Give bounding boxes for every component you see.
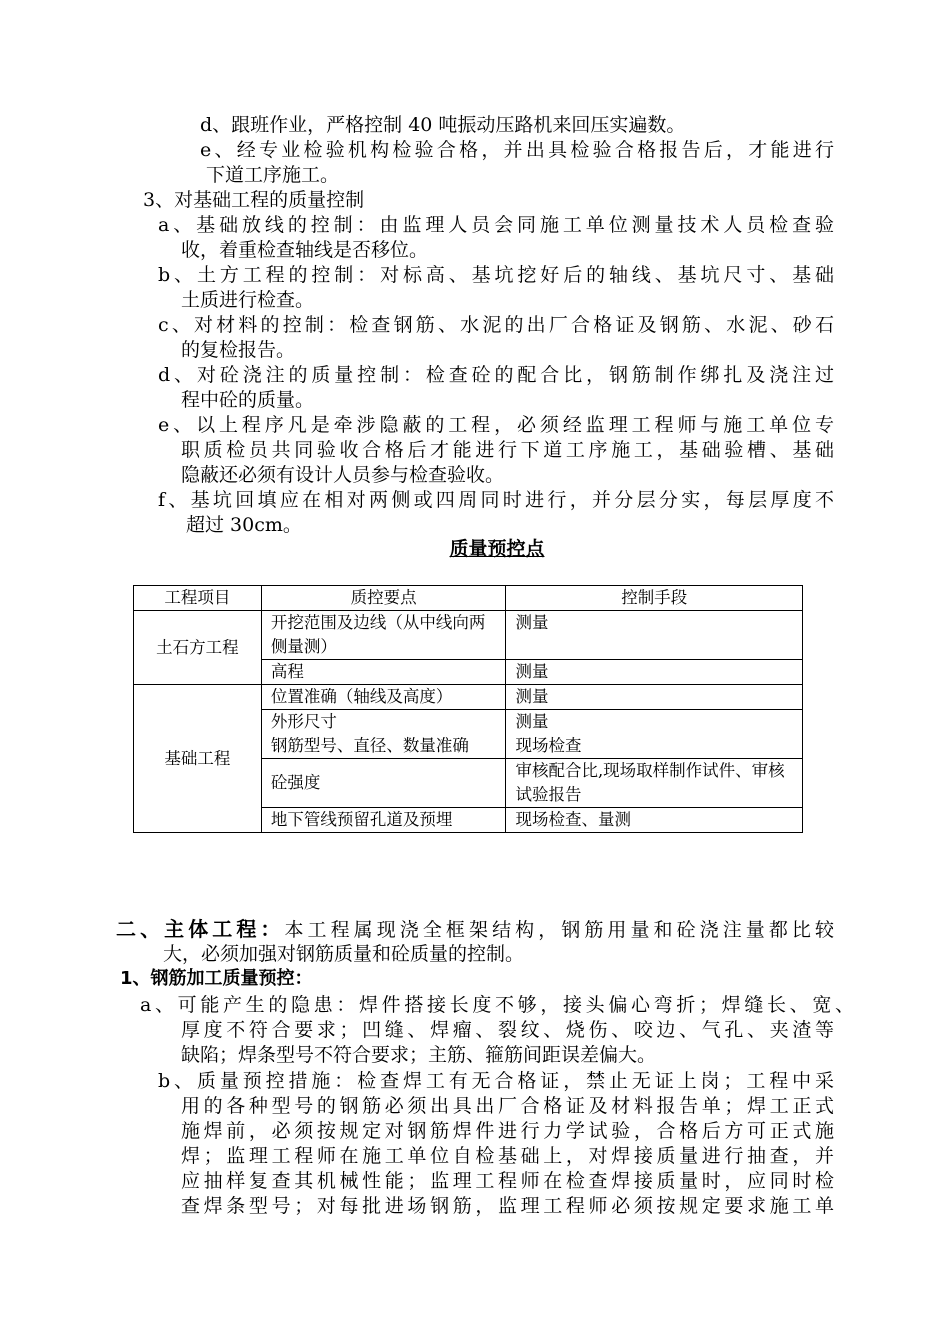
line-e2b: 职质检员共同验收合格后才能进行下道工序施工，基础验槽、基础 [181, 439, 834, 461]
line-a2: 收，着重检查轴线是否移位。 [181, 239, 429, 261]
section-2-heading: 二、主体工程： [116, 917, 285, 941]
line-a1: a、基础放线的控制：由监理人员会同施工单位测量技术人员检查验 [158, 214, 834, 236]
hazard-line-3: 缺陷；焊条型号不符合要求；主筋、箍筋间距误差偏大。 [181, 1044, 657, 1066]
line-c1: c、对材料的控制：检查钢筋、水泥的出厂合格证及钢筋、水泥、砂石 [158, 314, 834, 336]
header-means: 控制手段 [506, 586, 803, 611]
table-row [134, 685, 803, 710]
means-cell [506, 710, 803, 759]
line-d2a: d、对砼浇注的质量控制：检查砼的配合比，钢筋制作绑扎及浇注过 [158, 364, 834, 386]
line-f1: f、基坑回填应在相对两侧或四周同时进行，并分层分实，每层厚度不 [158, 489, 834, 511]
point-cell: 高程 [261, 660, 506, 685]
point-cell: 地下管线预留孔道及预埋 [261, 808, 506, 833]
line-e2c: 隐蔽还必须有设计人员参与检查验收。 [181, 464, 505, 486]
hazard-line-1: a、可能产生的隐患：焊件搭接长度不够，接头偏心弯折；焊缝长、宽、 [140, 994, 854, 1016]
measure-line-5: 应抽样复查其机械性能；监理工程师在检查焊接质量时，应同时检 [181, 1170, 834, 1192]
line-e1b: 下道工序施工。 [206, 164, 340, 186]
table-row [134, 611, 803, 660]
point-cell: 砼强度 [261, 759, 506, 808]
header-item: 工程项目 [134, 586, 262, 611]
line-b1: b、土方工程的控制：对标高、基坑挖好后的轴线、基坑尺寸、基础 [158, 264, 834, 286]
means-cell: 现场检查、量测 [506, 808, 803, 833]
section-2-text: 本工程属现浇全框架结构，钢筋用量和砼浇注量都比较 [284, 919, 834, 941]
means-cell: 测量 [506, 611, 803, 660]
hazard-line-2: 厚度不符合要求；凹缝、焊瘤、裂纹、烧伤、咬边、气孔、夹渣等 [181, 1019, 834, 1041]
means-cell: 审核配合比,现场取样制作试件、审核试验报告 [506, 759, 803, 808]
point-line: 外形尺寸 [270, 712, 337, 731]
line-e2a: e、以上程序凡是牵涉隐蔽的工程，必须经监理工程师与施工单位专 [158, 414, 834, 436]
point-line: 钢筋型号、直径、数量准确 [270, 736, 469, 755]
line-f2: 超过 30cm。 [186, 514, 302, 536]
line-b2: 土质进行检查。 [181, 289, 315, 311]
section-2-line-1 [116, 916, 834, 943]
item-foundation: 基础工程 [134, 685, 262, 833]
subsection-1-heading: 1、钢筋加工质量预控： [120, 968, 313, 989]
line-d1: d、跟班作业，严格控制 40 吨振动压路机来回压实遍数。 [200, 114, 686, 136]
measure-line-6: 查焊条型号；对每批进场钢筋，监理工程师必须按规定要求施工单 [181, 1195, 834, 1217]
means-cell: 测量 [506, 685, 803, 710]
measure-line-1: b、质量预控措施：检查焊工有无合格证，禁止无证上岗；工程中采 [158, 1070, 834, 1092]
item-earthwork: 土石方工程 [134, 611, 262, 685]
measure-line-2: 用的各种型号的钢筋必须出具出厂合格证及材料报告单；焊工正式 [181, 1095, 834, 1117]
point-cell [261, 710, 506, 759]
section-2-line-2: 大，必须加强对钢筋质量和砼质量的控制。 [163, 943, 525, 965]
section-3-heading: 3、对基础工程的质量控制 [143, 189, 365, 211]
table-header-row [134, 586, 803, 611]
header-point: 质控要点 [261, 586, 506, 611]
means-cell: 测量 [506, 660, 803, 685]
quality-control-table [133, 585, 803, 833]
point-cell: 开挖范围及边线（从中线向两侧量测） [261, 611, 506, 660]
means-line: 测量 [515, 712, 549, 731]
measure-line-3: 施焊前，必须按规定对钢筋焊件进行力学试验，合格后方可正式施 [181, 1120, 834, 1142]
measure-line-4: 焊；监理工程师在施工单位自检基础上，对焊接质量进行抽查，并 [181, 1145, 834, 1167]
line-c2: 的复检报告。 [181, 339, 296, 361]
table-title: 质量预控点 [449, 538, 545, 560]
line-d2b: 程中砼的质量。 [181, 389, 315, 411]
line-e1a: e、经专业检验机构检验合格，并出具检验合格报告后，才能进行 [200, 139, 834, 161]
point-cell: 位置准确（轴线及高度） [261, 685, 506, 710]
means-line: 现场检查 [515, 736, 582, 755]
